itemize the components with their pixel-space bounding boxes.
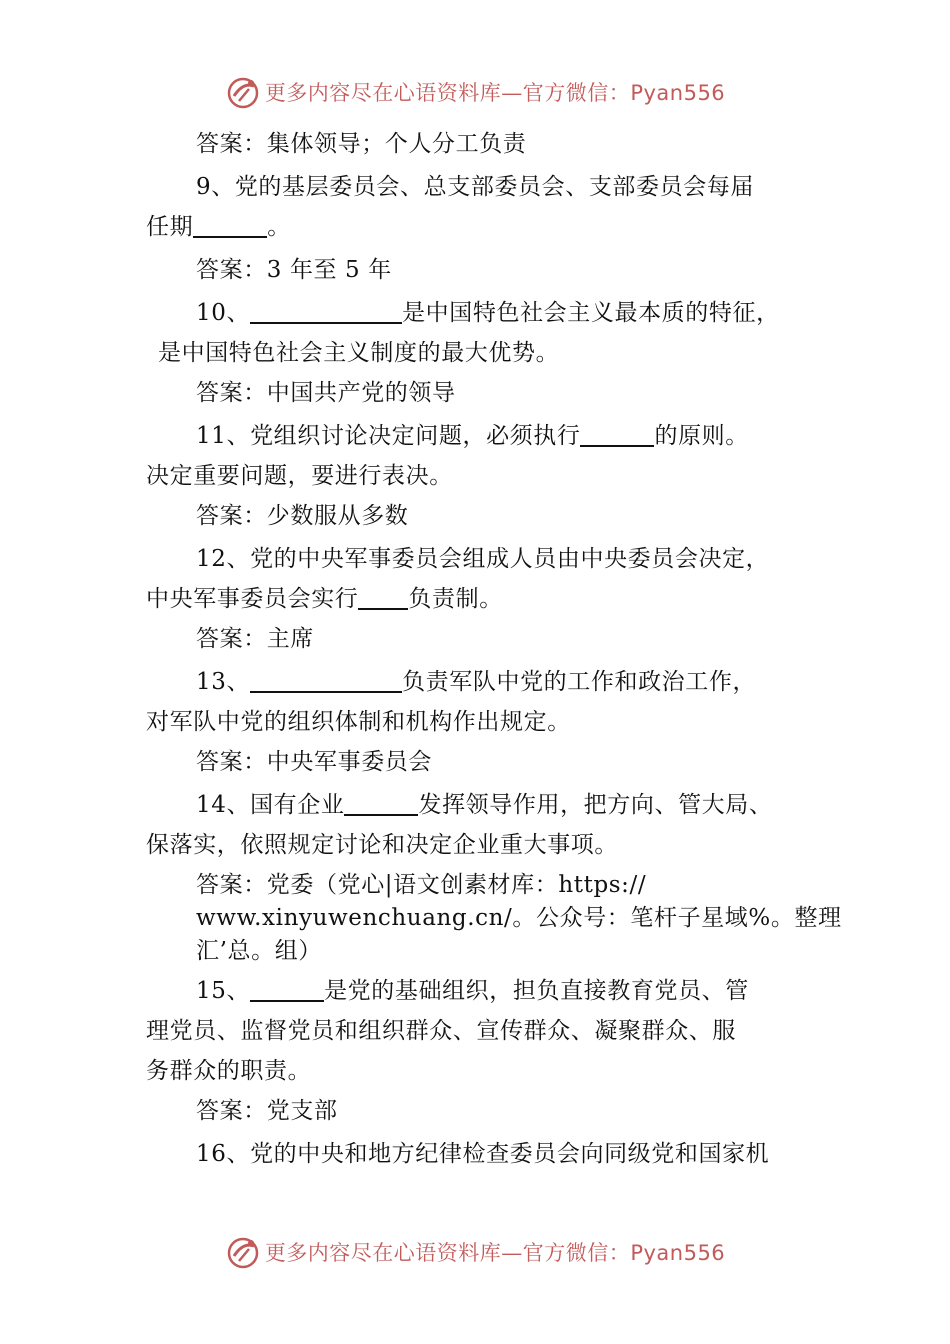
header-watermark — [0, 72, 950, 112]
watermark-id: Pyan556 — [630, 1241, 726, 1265]
question-13-line-1: 13、 负责军队中党的工作和政治工作， — [196, 669, 757, 695]
logo-icon — [225, 1234, 261, 1270]
question-14-line-2: 保落实，依照规定讨论和决定企业重大事项。 — [146, 832, 618, 858]
question-11-line-2: 决定重要问题，要进行表决。 — [146, 463, 453, 489]
answer-10: 答案：中国共产党的领导 — [196, 380, 456, 406]
question-14-line-1: 14、国有企业 发挥领导作用，把方向、管大局、 — [196, 792, 773, 818]
fill-blank — [344, 790, 418, 816]
question-16-line-1: 16、党的中央和地方纪律检查委员会向同级党和国家机 — [196, 1141, 770, 1167]
answer-8: 答案：集体领导；个人分工负责 — [196, 131, 527, 157]
fill-blank — [250, 976, 324, 1002]
logo-icon — [225, 74, 261, 110]
question-11-line-1: 11、党组织讨论决定问题，必须执行 的原则。 — [196, 423, 749, 449]
question-10-line-2: 是中国特色社会主义制度的最大优势。 — [158, 340, 560, 366]
question-9-line-2: 任期 。 — [146, 214, 291, 240]
answer-11: 答案：少数服从多数 — [196, 503, 409, 529]
question-12-line-1: 12、党的中央军事委员会组成人员由中央委员会决定， — [196, 546, 770, 572]
document-body — [146, 124, 842, 1174]
question-15-line-2: 理党员、监督党员和组织群众、宣传群众、凝聚群众、服 — [146, 1018, 736, 1044]
question-13-line-2: 对军队中党的组织体制和机构作出规定。 — [146, 709, 571, 735]
fill-blank — [193, 212, 267, 238]
question-15-line-1: 15、 是党的基础组织，担负直接教育党员、管 — [196, 978, 749, 1004]
fill-blank — [250, 667, 402, 693]
question-15-line-3: 务群众的职责。 — [146, 1058, 312, 1084]
answer-14-line-1: 答案：党委（党心|语文创素材库：https:// — [196, 872, 647, 898]
fill-blank — [250, 298, 402, 324]
fill-blank — [580, 421, 654, 447]
question-9-line-1: 9、党的基层委员会、总支部委员会、支部委员会每届 — [196, 174, 755, 200]
question-10-line-1: 10、 是中国特色社会主义最本质的特征， — [196, 300, 780, 326]
answer-13: 答案：中央军事委员会 — [196, 749, 432, 775]
question-12-line-2: 中央军事委员会实行 负责制。 — [146, 586, 503, 612]
watermark-text: 更多内容尽在心语资料库—官方微信：Pyan556 — [264, 81, 726, 105]
footer-watermark — [0, 1232, 950, 1272]
answer-9: 答案：3 年至 5 年 — [196, 257, 392, 283]
watermark-text: 更多内容尽在心语资料库—官方微信：Pyan556 — [264, 1241, 726, 1265]
answer-12: 答案：主席 — [196, 626, 314, 652]
answer-15: 答案：党支部 — [196, 1098, 338, 1124]
answer-14-line-2: www.xinyuwenchuang.cn/。公众号：笔杆子星域%。整理 — [196, 905, 842, 931]
fill-blank — [358, 584, 408, 610]
watermark-id: Pyan556 — [630, 81, 726, 105]
answer-14-line-3: 汇’总。组） — [196, 938, 322, 964]
